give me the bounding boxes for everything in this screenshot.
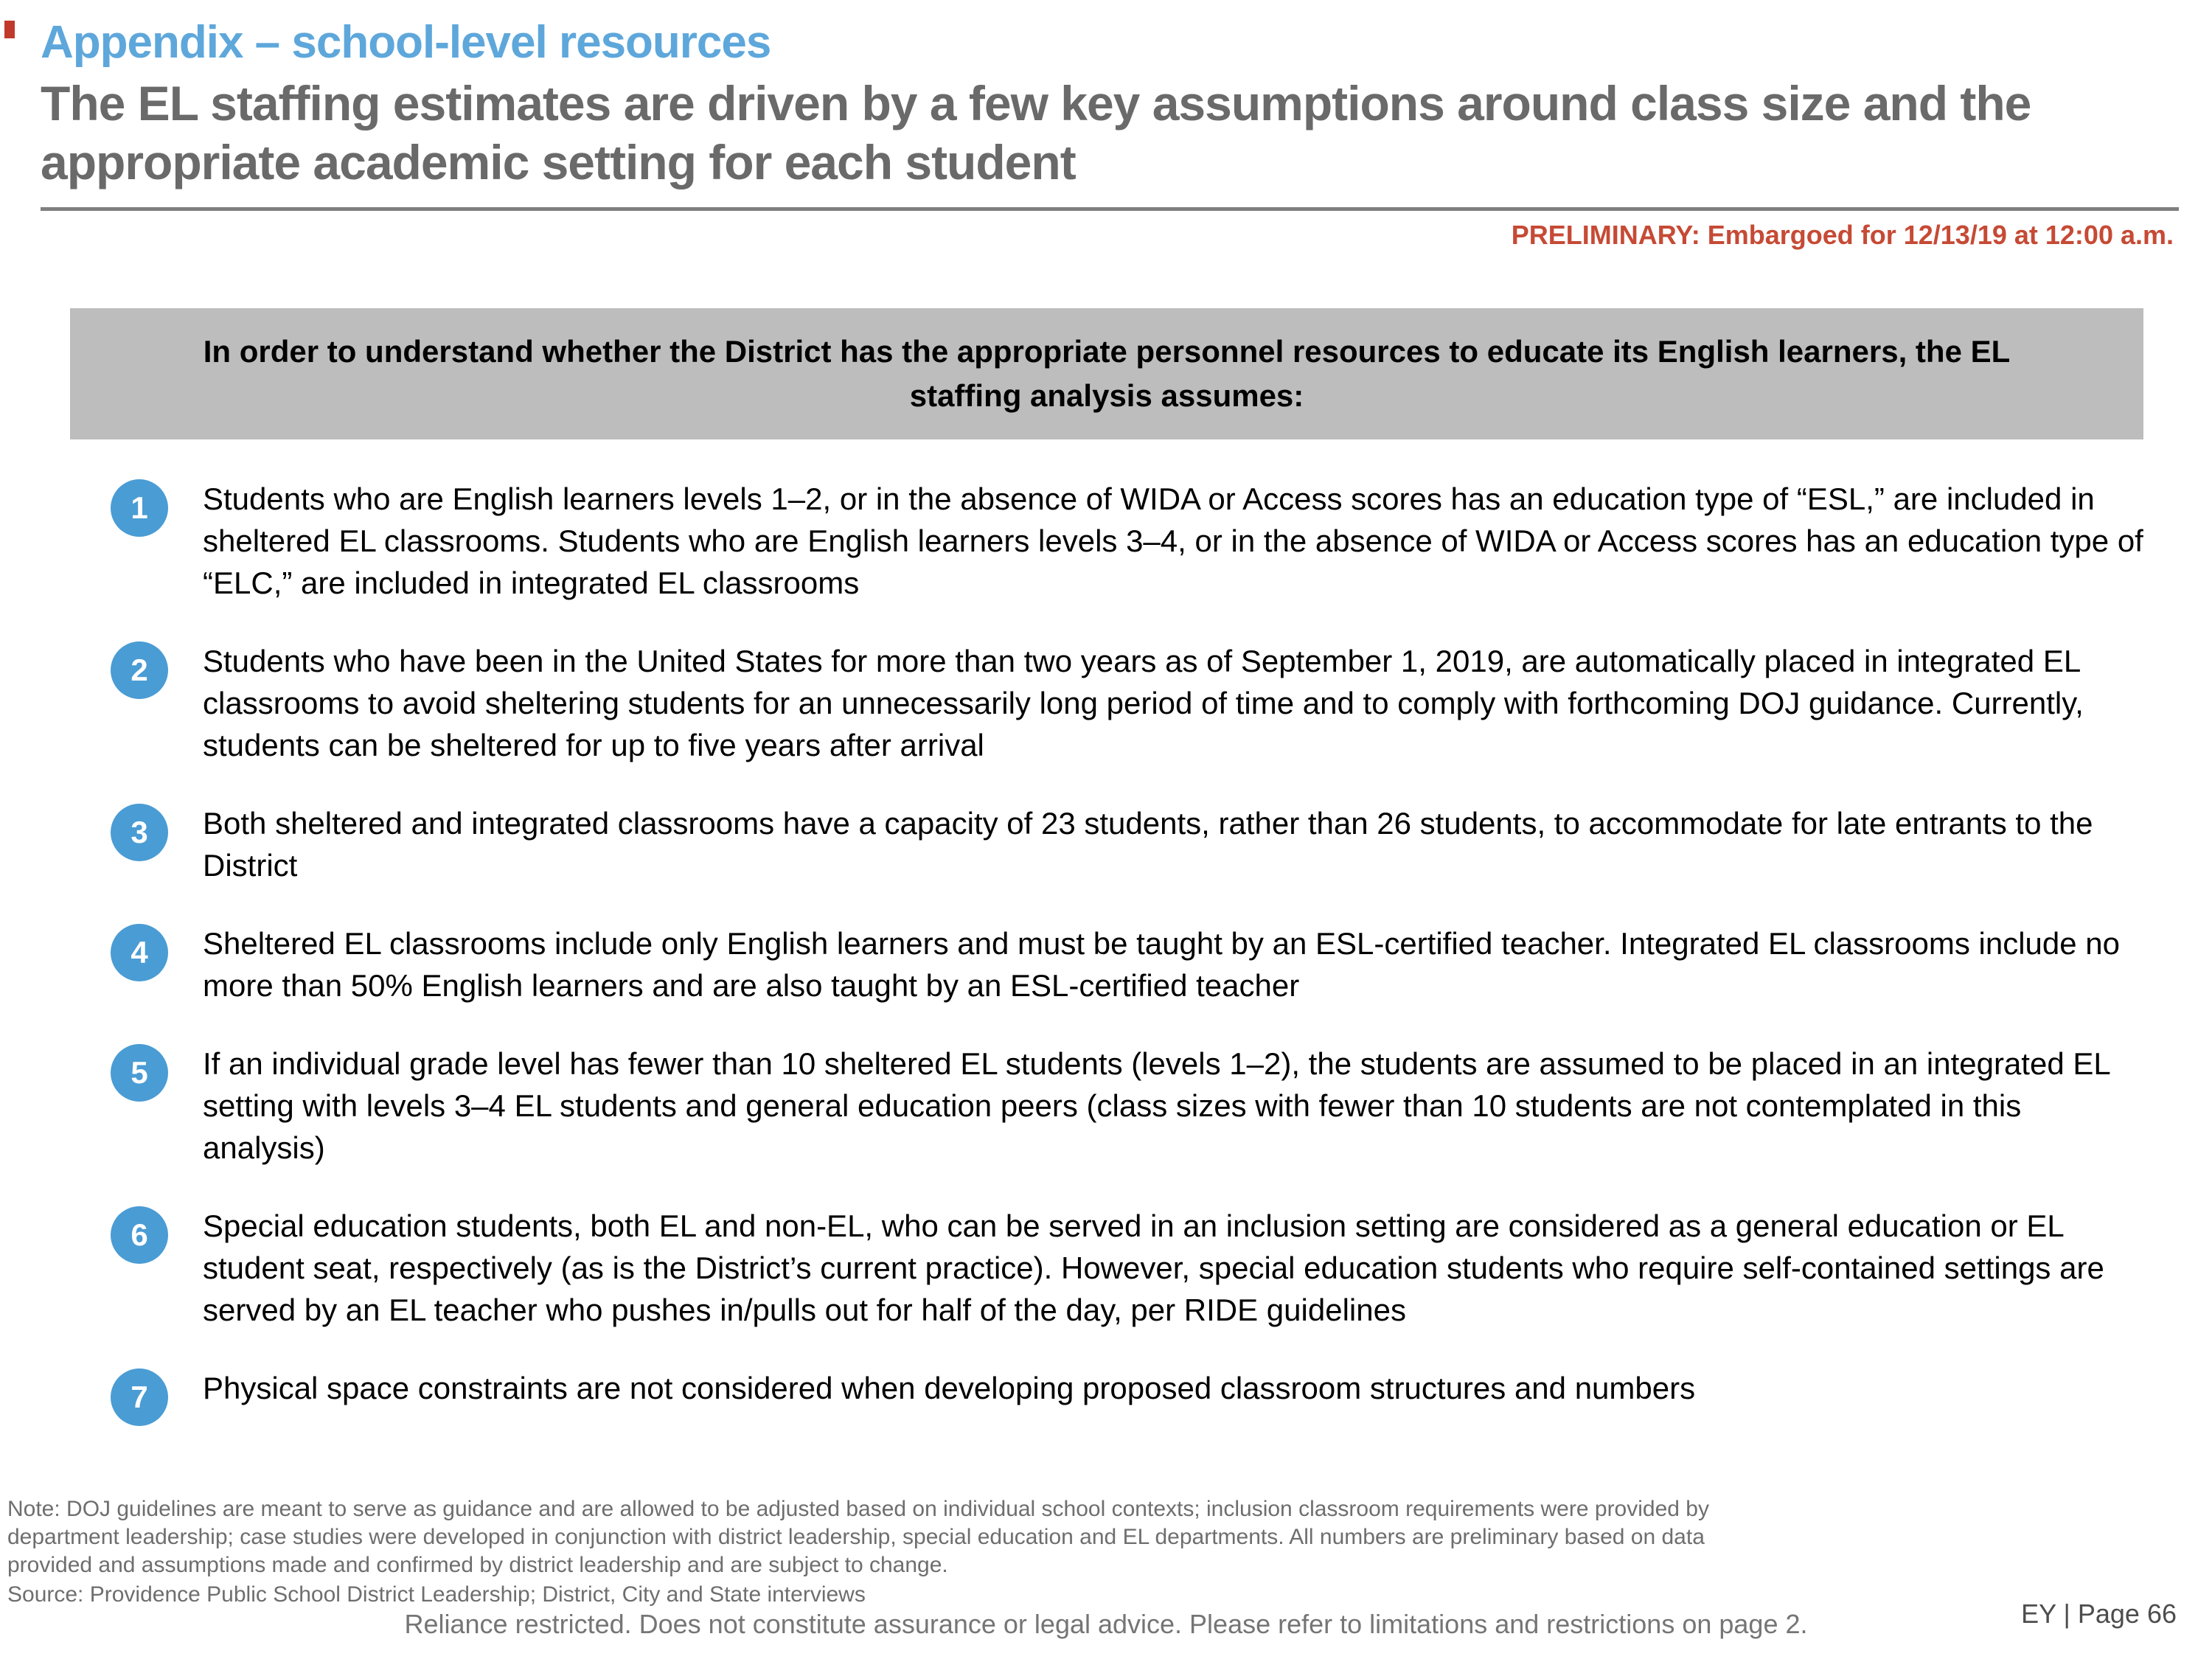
item-number-badge: 4 bbox=[111, 924, 168, 981]
footnote: Note: DOJ guidelines are meant to serve as guidance and are allowed to be adjusted based on individual school contexts; inclusion classroom requirements were provided by department leadership; case studies were developed in conjunction with district leadership, special education and EL departments. All numbers are preliminary based on data provided and assumptions made and confirmed by district leadership and are subject to change. bbox=[7, 1497, 1709, 1577]
page-number: EY | Page 66 bbox=[2021, 1599, 2177, 1629]
header-divider bbox=[41, 207, 2179, 211]
corner-marker bbox=[4, 21, 15, 38]
section-eyebrow: Appendix – school-level resources bbox=[41, 17, 771, 68]
list-item bbox=[111, 1043, 2153, 1169]
item-number-badge: 3 bbox=[111, 804, 168, 861]
assumptions-list bbox=[111, 478, 2153, 1426]
item-number-badge: 7 bbox=[111, 1368, 168, 1426]
preliminary-notice: PRELIMINARY: Embargoed for 12/13/19 at 12:00 a.m. bbox=[1511, 220, 2174, 250]
reliance-disclaimer: Reliance restricted. Does not constitute assurance or legal advice. Please refer to limitations and restrictions on page 2. bbox=[404, 1609, 1808, 1639]
list-item bbox=[111, 640, 2153, 766]
item-text: Students who have been in the United States for more than two years as of September 1, 2019, are automatically placed in integrated EL classrooms to avoid sheltering students for an unnecessarily long period of time and to comply with forthcoming DOJ guidance. Currently, students can be sheltered for up to five years after arrival bbox=[203, 644, 2084, 762]
source-line: Source: Providence Public School District Leadership; District, City and State interviews bbox=[7, 1582, 866, 1607]
list-item bbox=[111, 1205, 2153, 1331]
page-title: The EL staffing estimates are driven by a few key assumptions around class size and the appropriate academic setting for each student bbox=[41, 76, 2031, 189]
list-item bbox=[111, 802, 2153, 886]
item-number-badge: 2 bbox=[111, 641, 168, 699]
item-text: Both sheltered and integrated classrooms have a capacity of 23 students, rather than 26 students, to accommodate for late entrants to the District bbox=[203, 806, 2093, 883]
list-item bbox=[111, 478, 2153, 604]
item-text: Physical space constraints are not considered when developing proposed classroom structures and numbers bbox=[203, 1371, 1696, 1405]
item-number-badge: 5 bbox=[111, 1044, 168, 1102]
assumption-banner bbox=[70, 308, 2143, 439]
assumption-banner-text: In order to understand whether the District has the appropriate personnel resources to educate its English learners, the EL staffing analysis assumes: bbox=[203, 334, 2011, 413]
item-text: Special education students, both EL and non-EL, who can be served in an inclusion setting are considered as a general education or EL student seat, respectively (as is the District’s current practice). However, special education students who require self-contained settings are served by an EL teacher who pushes in/pulls out for half of the day, per RIDE guidelines bbox=[203, 1208, 2104, 1327]
list-item bbox=[111, 1367, 2153, 1426]
item-text: Students who are English learners levels 1–2, or in the absence of WIDA or Access scores has an education type of “ESL,” are included in sheltered EL classrooms. Students who are English learners levels 3–4, or in the absence of WIDA or Access scores has an education type of “ELC,” are included in integrated EL classrooms bbox=[203, 481, 2143, 600]
item-number-badge: 1 bbox=[111, 479, 168, 537]
item-text: Sheltered EL classrooms include only English learners and must be taught by an ESL-certified teacher. Integrated EL classrooms include no more than 50% English learners and are also taught by an ESL-certified teacher bbox=[203, 926, 2121, 1003]
item-text: If an individual grade level has fewer than 10 sheltered EL students (levels 1–2), the students are assumed to be placed in an integrated EL setting with levels 3–4 EL students and general education peers (class sizes with fewer than 10 students are not contemplated in this analysis) bbox=[203, 1046, 2110, 1165]
item-number-badge: 6 bbox=[111, 1206, 168, 1264]
list-item bbox=[111, 922, 2153, 1006]
